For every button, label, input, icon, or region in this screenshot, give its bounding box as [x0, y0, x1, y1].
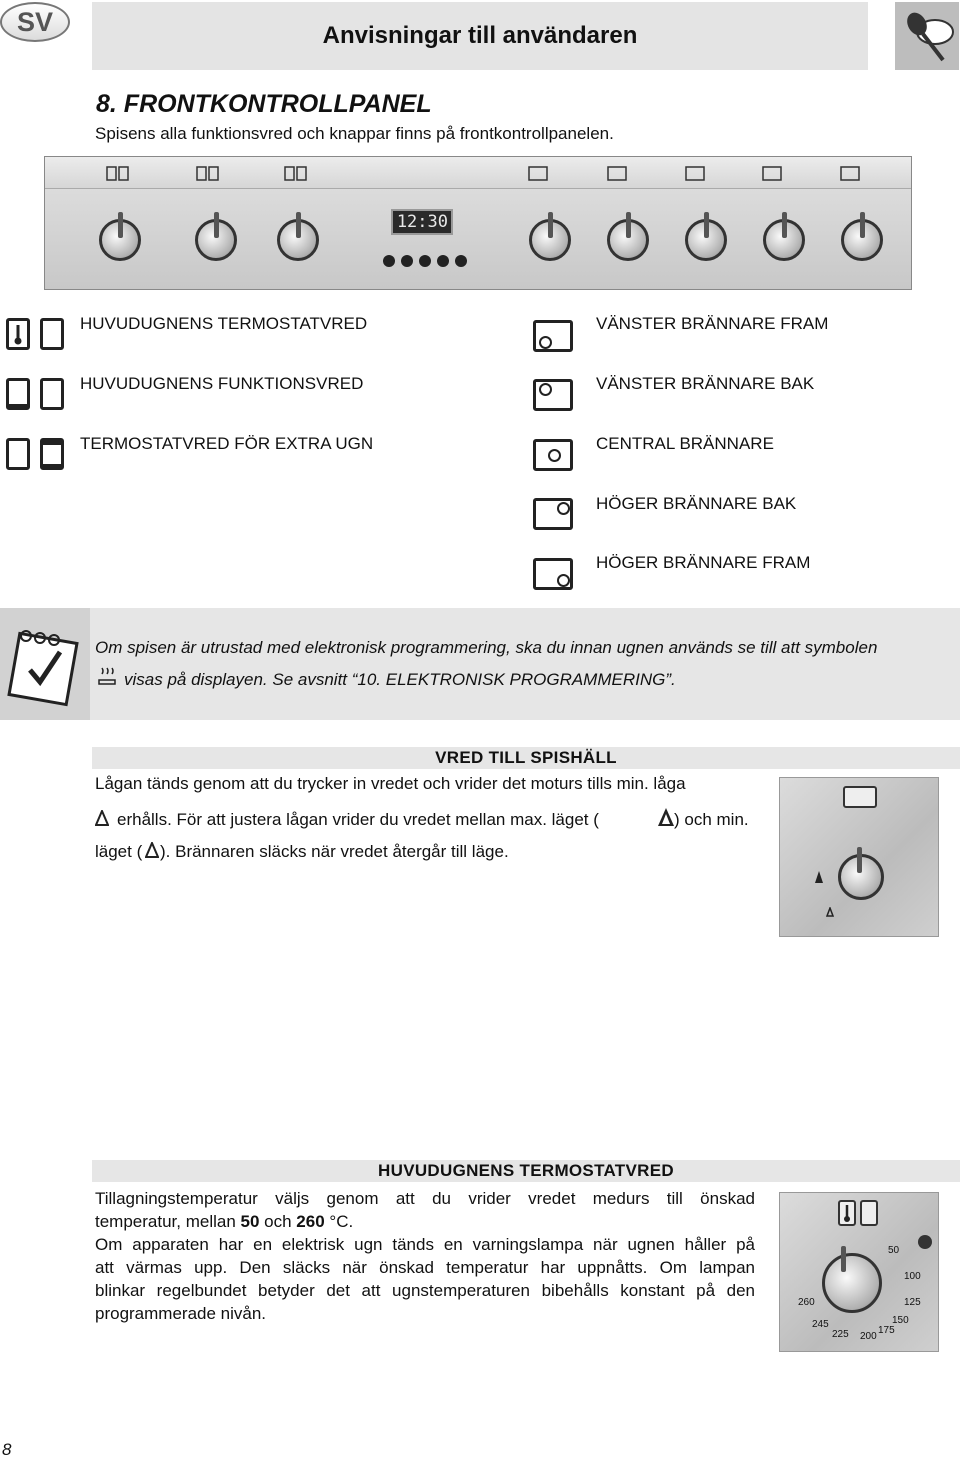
min-flame-icon: [95, 810, 109, 831]
oven-text-line-5: blinkar regelbundet betyder det att ugnstemperaturen bibehålls konstant på den: [95, 1281, 755, 1300]
hob-text-line-1: Lågan tänds genom att du trycker in vredet och vrider det moturs tills min. låga: [95, 774, 686, 793]
hob-text-line-2a: erhålls. För att justera lågan vrider du vredet mellan max. läget (: [117, 810, 599, 829]
hob-text-line-3b: ). Brännaren släcks när vredet återgår till läge.: [160, 842, 509, 861]
extra-oven-thermostat-icon-blank: [6, 438, 30, 470]
language-badge: SV: [0, 2, 70, 42]
max-flame-icon: [657, 807, 675, 832]
note-line-1: Om spisen är utrustad med elektronisk programmering, ska du innan ugnen används se till att symbolen: [95, 638, 878, 657]
page-number: 8: [2, 1440, 12, 1459]
legend-label-central-burner: CENTRAL BRÄNNARE: [596, 434, 774, 453]
dial-label-260: 260: [798, 1297, 815, 1308]
section-intro: Spisens alla funktionsvred och knappar finns på frontkontrollpanelen.: [95, 124, 614, 143]
page-header-title: Anvisningar till användaren: [322, 22, 638, 49]
oven-function-icon: [6, 378, 30, 410]
programmer-button-1[interactable]: [383, 255, 395, 267]
oven-thermostat-dial[interactable]: [822, 1253, 882, 1313]
dial-label-100: 100: [904, 1271, 921, 1282]
programmer-button-5[interactable]: [455, 255, 467, 267]
dial-label-200: 200: [860, 1331, 877, 1342]
hob-text-line-2: [117, 808, 599, 831]
oven-text-line-4: att värmas upp. Den släcks när önskad temperatur har uppnåtts. Om lampan: [95, 1258, 755, 1277]
note-line-2: visas på displayen. Se avsnitt “10. ELEKTRONISK PROGRAMMERING”.: [124, 670, 676, 689]
hob-knob[interactable]: [838, 854, 884, 900]
programmer-button-4[interactable]: [437, 255, 449, 267]
warning-lamp-icon: [918, 1235, 932, 1249]
dial-label-175: 175: [878, 1325, 895, 1336]
oven-text-line-6: programmerade nivån.: [95, 1304, 267, 1323]
front-control-panel-illustration: [44, 156, 912, 290]
programmer-button-3[interactable]: [419, 255, 431, 267]
dial-label-50: 50: [888, 1245, 900, 1256]
burner-left-front-icon: [533, 320, 573, 352]
legend-label-main-oven-thermostat: HUVUDUGNENS TERMOSTATVRED: [80, 314, 368, 333]
heating-symbol-icon: [96, 666, 118, 691]
oven-text-line-2c: och: [259, 1212, 297, 1231]
legend-label-right-front-burner: HÖGER BRÄNNARE FRAM: [596, 553, 811, 572]
note-icon-background: [0, 608, 90, 720]
burner-knob-left-front[interactable]: [529, 219, 571, 261]
panel-symbol-strip: [45, 157, 911, 189]
thermostat-icon: [6, 318, 30, 350]
legend-label-extra-oven-thermostat: TERMOSTATVRED FÖR EXTRA UGN: [80, 434, 374, 453]
burner-knob-right-front[interactable]: [841, 219, 883, 261]
oven-text-line-1: Tillagningstemperatur väljs genom att du vrider vredet medurs till önskad: [95, 1189, 755, 1208]
note-box: [0, 608, 960, 720]
hob-knob-burner-symbol: [843, 786, 877, 808]
hob-section-heading: [92, 747, 960, 769]
dial-label-150: 150: [892, 1315, 909, 1326]
oven-thermostat-knob[interactable]: [99, 219, 141, 261]
extra-oven-thermostat-knob[interactable]: [277, 219, 319, 261]
thermostat-icon-blank: [40, 318, 64, 350]
programmer-display: 12:30: [391, 209, 453, 235]
burner-left-rear-icon: [533, 379, 573, 411]
oven-text-line-2e: °C.: [324, 1212, 354, 1231]
oven-thermostat-heading: [92, 1160, 960, 1182]
legend-label-right-rear-burner: HÖGER BRÄNNARE BAK: [596, 494, 797, 513]
legend-label-main-oven-function: HUVUDUGNENS FUNKTIONSVRED: [80, 374, 364, 393]
hob-text-line-2b: ) och min.: [674, 810, 749, 829]
burner-right-rear-icon: [533, 498, 573, 530]
legend-label-left-rear-burner: VÄNSTER BRÄNNARE BAK: [596, 374, 815, 393]
min-flame-icon-inline: [145, 842, 159, 863]
oven-function-knob[interactable]: [195, 219, 237, 261]
oven-text-line-2: [95, 1210, 353, 1233]
oven-thermostat-title: HUVUDUGNENS TERMOSTATVRED: [378, 1161, 674, 1180]
burner-right-front-icon: [533, 558, 573, 590]
dial-label-125: 125: [904, 1297, 921, 1308]
page-header: [92, 2, 868, 70]
legend-label-left-front-burner: VÄNSTER BRÄNNARE FRAM: [596, 314, 829, 333]
max-flame-mark-icon: [814, 870, 824, 889]
burner-knob-left-rear[interactable]: [607, 219, 649, 261]
min-flame-mark-icon: [826, 904, 834, 922]
oven-text-line-3: Om apparaten har en elektrisk ugn tänds en varningslampa när ugnen håller på: [95, 1235, 755, 1254]
notepad-check-icon: [0, 608, 90, 720]
oven-temp-max: 260: [296, 1212, 325, 1231]
oven-function-icon-blank: [40, 378, 64, 410]
hob-text-line-3a: läget (: [95, 842, 143, 861]
programmer-button-2[interactable]: [401, 255, 413, 267]
panel-symbols-icon: [45, 157, 911, 189]
oven-thermostat-knob-illustration: [779, 1192, 939, 1352]
section-title: 8. FRONTKONTROLLPANEL: [96, 90, 432, 118]
thermostat-icon-small-blank: [860, 1200, 878, 1226]
burner-knob-right-rear[interactable]: [763, 219, 805, 261]
dial-label-245: 245: [812, 1319, 829, 1330]
oven-text-line-2a: temperatur, mellan: [95, 1212, 241, 1231]
thermostat-icon-small: [838, 1200, 856, 1226]
dial-label-225: 225: [832, 1329, 849, 1340]
chef-spoon-logo: [895, 2, 959, 70]
hob-section-title: VRED TILL SPISHÄLL: [435, 748, 617, 767]
burner-knob-central[interactable]: [685, 219, 727, 261]
oven-temp-min: 50: [240, 1212, 260, 1231]
extra-oven-thermostat-icon: [40, 438, 64, 470]
burner-central-icon: [533, 439, 573, 471]
hob-knob-illustration: [779, 777, 939, 937]
